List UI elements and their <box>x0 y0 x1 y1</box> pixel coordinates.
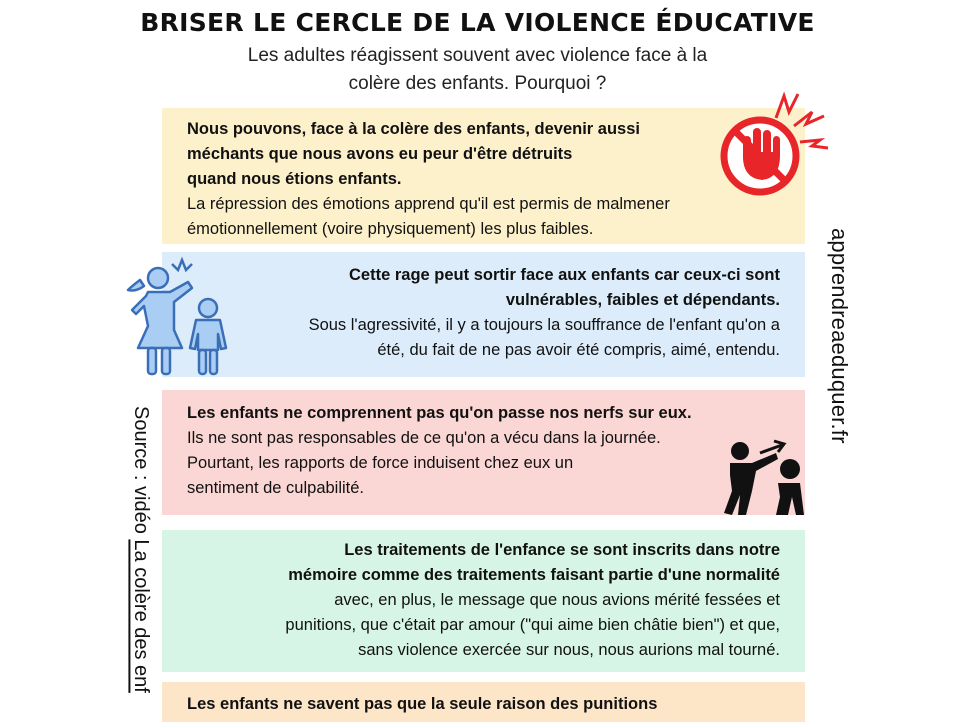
card-4 <box>162 530 805 672</box>
source-prefix: Source : vidéo <box>130 406 152 540</box>
card-4-body-1: avec, en plus, le message que nous avions mérité fessées et <box>334 591 780 609</box>
blame-pointing-icon <box>720 435 810 517</box>
card-2-body-2: été, du fait de ne pas avoir été compris, aimé, entendu. <box>377 341 780 359</box>
card-3-bold-1: Les enfants ne comprennent pas qu'on passe nos nerfs sur eux. <box>187 404 692 422</box>
card-1-body-1: La répression des émotions apprend qu'il est permis de malmener <box>187 195 670 213</box>
card-4-bold-1: Les traitements de l'enfance se sont inscrits dans notre <box>344 541 780 559</box>
card-2-bold-1: Cette rage peut sortir face aux enfants car ceux-ci sont <box>349 266 780 284</box>
page-subtitle <box>200 42 755 98</box>
card-5-bold-1: Les enfants ne savent pas que la seule raison des punitions <box>187 695 658 713</box>
subtitle-line-1: Les adultes réagissent souvent avec violence face à la <box>247 45 708 66</box>
card-4-body-3: sans violence exercée sur nous, nous aurions mal tourné. <box>358 641 780 659</box>
card-1 <box>162 108 805 244</box>
subtitle-line-2: colère des enfants. Pourquoi ? <box>348 73 607 94</box>
card-3-body-2: Pourtant, les rapports de force induisent chez eux un <box>187 454 574 472</box>
card-4-bold-2: mémoire comme des traitements faisant partie d'une normalité <box>288 566 780 584</box>
card-3-body-1: Ils ne sont pas responsables de ce qu'on a vécu dans la journée. <box>187 429 661 447</box>
angry-parent-child-icon <box>126 256 236 381</box>
card-3-body-3: sentiment de culpabilité. <box>187 479 365 497</box>
website-label: apprendreaeduquer.fr <box>827 228 852 444</box>
source-credit <box>118 406 152 712</box>
card-5 <box>162 682 805 722</box>
card-2-body-1: Sous l'agressivité, il y a toujours la souffrance de l'enfant qu'on a <box>308 316 780 334</box>
source-link[interactable]: La colère des enf <box>130 539 152 693</box>
page-title: BRISER LE CERCLE DE LA VIOLENCE ÉDUCATIVE <box>140 8 815 37</box>
card-1-bold-3: quand nous étions enfants. <box>187 170 402 188</box>
card-4-body-2: punitions, que c'était par amour ("qui aime bien châtie bien") et que, <box>285 616 780 634</box>
card-2-bold-2: vulnérables, faibles et dépendants. <box>505 291 780 309</box>
card-1-bold-2: méchants que nous avons eu peur d'être détruits <box>187 145 573 163</box>
card-1-bold-1: Nous pouvons, face à la colère des enfants, devenir aussi <box>187 120 640 138</box>
card-1-body-2: émotionnellement (voire physiquement) les plus faibles. <box>187 220 594 238</box>
card-2 <box>162 252 805 377</box>
card-3 <box>162 390 805 515</box>
stop-hand-icon <box>716 90 831 202</box>
